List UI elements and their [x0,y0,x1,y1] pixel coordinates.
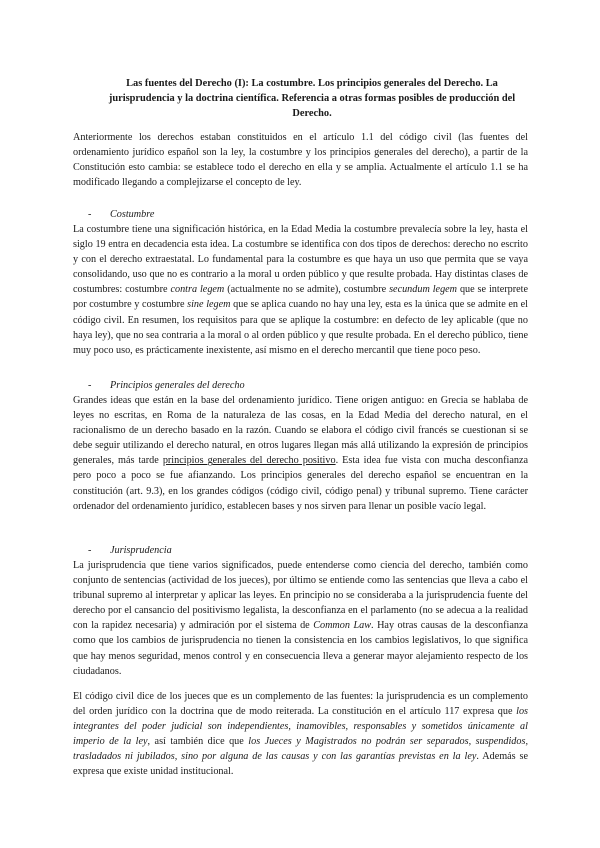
italic-run: Common Law [313,620,372,632]
text-run: , así también dice que [147,736,249,748]
italic-run: contra legem [170,284,225,296]
text-run: (actualmente no se admite), costumbre [224,284,390,296]
heading-text: Principios generales del derecho [110,380,245,391]
text-run: que se interprete por costumbre y costumbre [73,284,528,311]
section-body-principios [73,393,528,514]
underlined-run: principios generales del derecho positivo [162,455,336,467]
text-run: La costumbre tiene una significación histórica, en la Edad Media la costumbre prevalecía sobre la ley, hasta el siglo 19 entra en decadencia esta idea. La costumbre se identifica con dos tipos de derechos: derecho no escrito y con el derecho extraestatal. Lo fundamental para la costumbre es que haya un uso que permita que se vaya consolidando, uso que no es contrario a la moral u orden público y que resulte probada. Hay distintas clases de costumbres: costumbre [73,224,528,296]
intro-paragraph: Anteriormente los derechos estaban constituidos en el artículo 1.1 del código civil (las fuentes del ordenamiento jurídico español son la ley, la costumbre y los principios generales del derecho), a partir de la Constitución esto cambia: se establece todo el derecho en ella y se amplia. Actualmente el artículo 1.1 se ha modificado llegando a complejizarse el concepto de ley. [73,132,528,189]
document-title: Las fuentes del Derecho (I): La costumbre. Los principios generales del Derecho. La jurisprudencia y la doctrina científica. Referencia a otras formas posibles de producción del Derecho. [108,78,516,119]
heading-dash: - [88,209,92,220]
italic-run: sine legem [187,299,231,311]
heading-text: Jurisprudencia [110,545,172,556]
heading-dash: - [88,545,92,556]
italic-run: los integrantes del poder judicial son independientes, inamovibles, responsables y sometidos únicamente al imperio de la ley [73,706,528,748]
section-body-costumbre [73,222,528,358]
italic-run: secundum legem [389,284,458,296]
section-heading-costumbre [88,207,488,222]
text-run: que se aplica cuando no hay una ley, esta es la única que se admite en el código civil. En resumen, los requisitos para que se aplique la costumbre: en defecto de ley aplicable (que no haya ley), que no sea contraria a la moral o al orden público y que resulte probada. En el derecho público, tiene muy poco uso, es prácticamente inexistente, así mismo en el derecho mercantil que tiene poco peso. [73,299,528,356]
text-run: La jurisprudencia que tiene varios significados, puede entenderse como ciencia del derecho, también como conjunto de sentencias (actividad de los jueces), por último se entiende como las sentencias que lleva a cabo el tribunal supremo al interpretar y aplicar las leyes. En principio no se consideraba a la jurisprudencia fuente del derecho por el cansancio del positivismo legalista, la desconfianza en el parlamento (no se adecua a la realidad con la rapidez necesaria) y admiración por el sistema de [73,560,528,632]
section-heading-principios [88,378,488,393]
text-run: . Esta idea fue vista con mucha desconfianza pero poco a poco se fue afianzando. Los principios generales del derecho español se encuentran en la constitución (art. 9.3), en los grandes códigos (código civil, código penal) y tribunal supremo. Tiene carácter ordenador del ordenamiento jurídico, establecen bases y nos sirven para llenar un posible vacío legal. [73,455,528,512]
section-body-jurisprudencia [73,558,528,679]
text-run: Grandes ideas que están en la base del ordenamiento jurídico. Tiene origen antiguo: en Grecia se hablaba de leyes no escritas, en Roma de la naturaleza de las cosas, en la Edad Media del derecho natural, en el racionalismo de un derecho basado en la razón. Cuando se elabora el código civil francés se cuestionan si se debe seguir utilizando el derecho natural, en otros lugares llegan más allá utilizando la expresión de principios generales, más tarde [73,395,528,467]
heading-dash: - [88,380,92,391]
closing-paragraph [73,689,528,780]
heading-text: Costumbre [110,209,155,220]
text-run: . Además se expresa que existe unidad institucional. [73,751,529,778]
text-run: El código civil dice de los jueces que es un complemento de las fuentes: la jurisprudencia es un complemento del orden jurídico con la doctrina que de modo reiterada. La constitución en el artículo 117 expresa que [73,691,528,718]
text-run: . Hay otras causas de la desconfianza como que los cambios de jurisprudencia no tienen la consistencia en los cambios legislativos, lo que significa que hay menos seguridad, menos control y en consecuencia lleva a generar mayor alejamiento respecto de los ciudadanos. [73,620,528,677]
italic-run: los Jueces y Magistrados no podrán ser separados, suspendidos, trasladados ni jubilados, sino por alguna de las causas y con las garantías previstas en la ley [73,736,528,763]
section-heading-jurisprudencia [88,543,488,558]
